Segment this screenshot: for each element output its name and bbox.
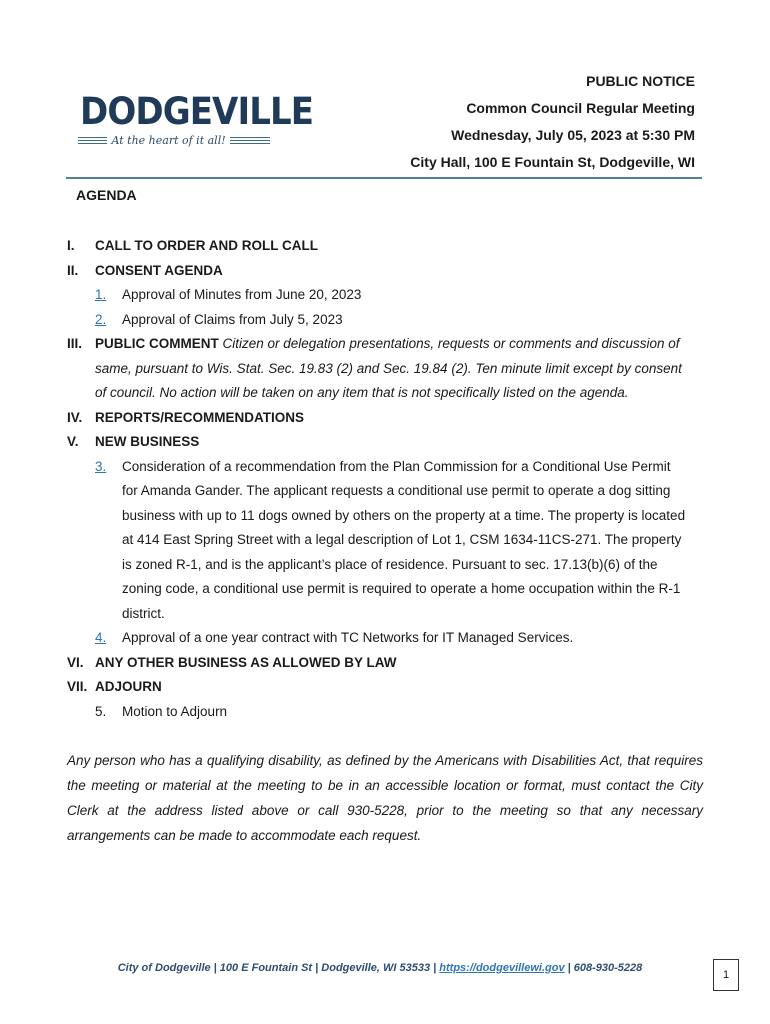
item-text: at 414 East Spring Street with a legal description of Lot 1, CSM 1634-11CS-271. The property (122, 532, 682, 547)
item-text: Approval of Minutes from June 20, 2023 (122, 287, 362, 302)
section-title: ADJOURN (95, 679, 162, 694)
agenda-section (67, 651, 707, 676)
item-text: Approval of Claims from July 5, 2023 (122, 311, 343, 327)
agenda-title: AGENDA (76, 187, 137, 203)
logo-wordmark: DODGEVILLE (80, 90, 314, 133)
item-link-2[interactable]: 2. (95, 311, 107, 327)
logo-tagline-row (78, 132, 270, 148)
section-number: V. (67, 434, 79, 449)
section-number: IV. (67, 409, 83, 425)
continuation-line (67, 381, 707, 406)
section-title: NEW BUSINESS (95, 434, 200, 449)
public-comment-desc-2: same, pursuant to Wis. Stat. Sec. 19.83 (2) and Sec. 19.84 (2). Ten minute limit except by consent (95, 360, 682, 376)
agenda-item (67, 283, 707, 308)
continuation-line (67, 528, 707, 553)
dodgeville-logo (78, 90, 314, 154)
header-divider (66, 177, 702, 179)
item-text: for Amanda Gander. The applicant requests a conditional use permit to operate a dog sitting (122, 483, 671, 498)
item-link-3[interactable]: 3. (95, 458, 107, 474)
header-date-time: Wednesday, July 05, 2023 at 5:30 PM (451, 127, 695, 143)
section-number: II. (67, 262, 79, 278)
item-text: district. (122, 605, 165, 621)
logo-right-lines (230, 137, 270, 144)
agenda-section (67, 234, 707, 259)
agenda-section (67, 675, 707, 700)
continuation-line (67, 479, 707, 504)
public-comment-desc-3: of council. No action will be taken on any item that is not specifically listed on the agenda. (95, 385, 629, 400)
page-number-box (713, 959, 739, 991)
item-link-1[interactable]: 1. (95, 287, 107, 302)
item-text: business with up to 11 dogs owned by others on the property at a time. The property is located (122, 507, 686, 523)
item-text: Consideration of a recommendation from the Plan Commission for a Conditional Use Permit (122, 458, 671, 474)
continuation-line (67, 504, 707, 529)
section-number: VII. (67, 679, 88, 694)
item-text: is zoned R-1, and is the applicant’s place of residence. Pursuant to sec. 17.13(b)(6) of the (122, 556, 658, 572)
footer-address: City of Dodgeville | 100 E Fountain St | Dodgeville, WI 53533 | (117, 962, 440, 974)
agenda-list (67, 234, 707, 724)
item-text: Approval of a one year contract with TC Networks for IT Managed Services. (122, 630, 574, 645)
item-link-4[interactable]: 4. (95, 630, 107, 645)
section-title: CALL TO ORDER AND ROLL CALL (95, 238, 318, 253)
section-title: ANY OTHER BUSINESS AS ALLOWED BY LAW (95, 654, 397, 670)
section-title-with-desc (95, 332, 680, 357)
continuation-line (67, 357, 707, 382)
public-comment-desc-1: Citizen or delegation presentations, requests or comments and discussion of (222, 336, 680, 351)
agenda-section (67, 259, 707, 284)
agenda-item (67, 700, 707, 725)
section-number: VI. (67, 654, 84, 670)
agenda-section (67, 430, 707, 455)
logo-tagline: At the heart of it all! (111, 133, 226, 147)
continuation-line (67, 577, 707, 602)
footer-phone: | 608-930-5228 (564, 962, 643, 974)
notice-header (410, 68, 695, 176)
logo-left-lines (78, 137, 107, 144)
section-title: REPORTS/RECOMMENDATIONS (95, 409, 305, 425)
section-number: I. (67, 238, 75, 253)
item-text: Motion to Adjourn (122, 703, 228, 719)
agenda-item (67, 626, 707, 651)
section-number: III. (67, 336, 83, 351)
agenda-item (67, 455, 707, 480)
page-number: 1 (722, 969, 730, 981)
continuation-line (67, 602, 707, 627)
item-number-5: 5. (95, 703, 107, 719)
header-location: City Hall, 100 E Fountain St, Dodgeville, WI (410, 154, 695, 170)
item-text: zoning code, a conditional use permit is required to operate a home occupation within the R-1 (122, 581, 681, 596)
header-public-notice: PUBLIC NOTICE (586, 73, 695, 89)
agenda-section (67, 406, 707, 431)
section-title: CONSENT AGENDA (95, 262, 223, 278)
header-meeting-type: Common Council Regular Meeting (466, 100, 695, 116)
agenda-item (67, 308, 707, 333)
continuation-line (67, 553, 707, 578)
agenda-section (67, 332, 707, 357)
page-footer (0, 962, 770, 974)
ada-notice: Any person who has a qualifying disability, as defined by the Americans with Disabilities Act, that requires the meeting or material at the meeting to be in an accessible location or format, must contact the City Clerk at the address listed above or call 930-5228, prior to the meeting so that any necessary arrangements can be made to accommodate each request. (67, 753, 703, 843)
footer-website-link[interactable]: https://dodgevillewi.gov (439, 962, 565, 974)
section-title: PUBLIC COMMENT (95, 336, 219, 351)
